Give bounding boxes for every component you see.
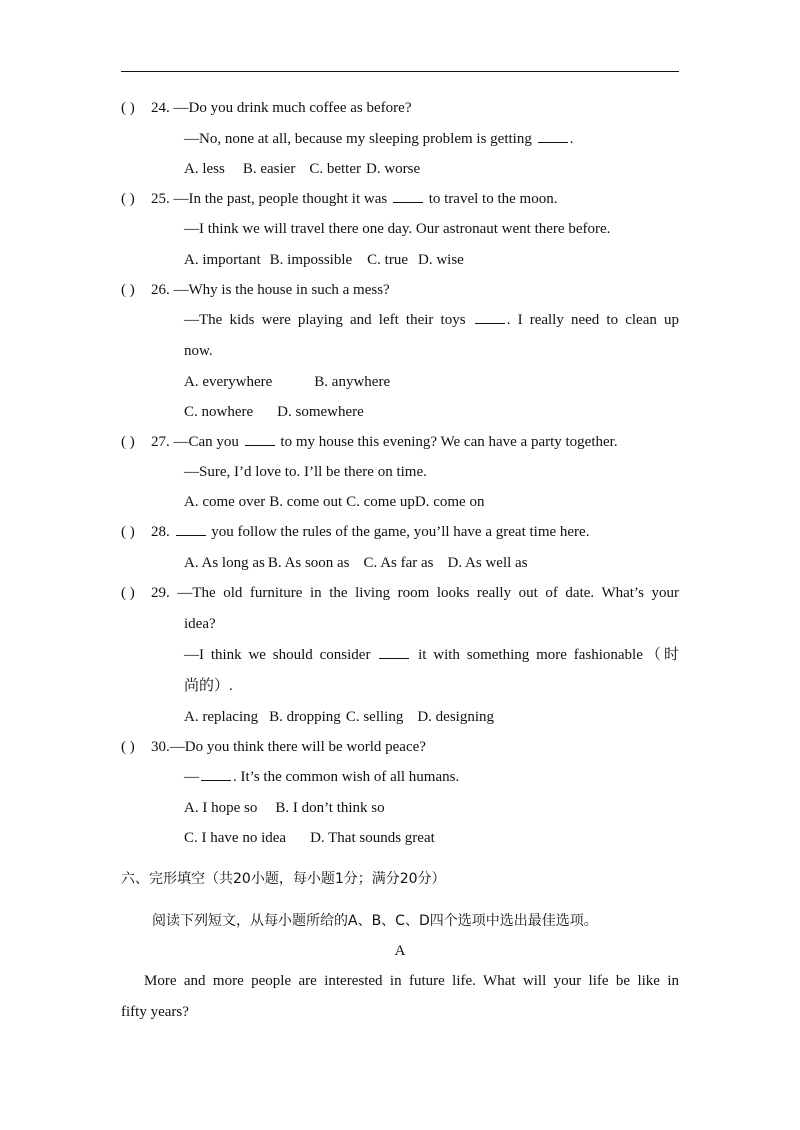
option-a: A. replacing	[184, 709, 259, 725]
option-b: B. As soon as	[267, 555, 350, 571]
answer-bracket[interactable]: ( )	[121, 739, 135, 755]
question-number: 25.	[151, 191, 170, 207]
option-d: D. worse	[365, 161, 421, 177]
answer-blank	[176, 523, 206, 536]
options-row	[184, 553, 528, 573]
option-b: B. I don’t think so	[275, 800, 385, 816]
passage-text: More and more people are interested in future life. What will your life be like in	[144, 973, 679, 989]
options-row	[184, 159, 420, 179]
option-b: B. dropping	[269, 709, 341, 725]
option-c: C. I have no idea	[184, 830, 287, 846]
option-c: C. As far as	[363, 555, 434, 571]
question-text: —I think we will travel there one day. Our astronaut went there before.	[184, 221, 611, 237]
option-a: A. everywhere	[184, 374, 273, 390]
question-number: 27.	[151, 434, 170, 450]
answer-bracket[interactable]: ( )	[121, 100, 135, 116]
option-d: D. somewhere	[277, 404, 364, 420]
answer-blank	[379, 646, 409, 659]
option-c: C. better	[309, 161, 361, 177]
question-text: —Do you think there will be world peace?	[169, 739, 426, 755]
question-number: 26.	[151, 282, 170, 298]
options-row	[184, 707, 494, 727]
options-row	[184, 492, 484, 512]
section-instruction: 阅读下列短文，从每小题所给的A、B、C、D四个选项中选出最佳选项。	[152, 913, 598, 929]
options-row	[184, 372, 390, 392]
option-a: A. come over	[184, 494, 266, 510]
option-a: A. I hope so	[184, 800, 258, 816]
question-text: —Do you drink much coffee as before?	[173, 100, 412, 116]
option-d: D. As well as	[447, 555, 528, 571]
question-number: 30.	[151, 739, 170, 755]
question-text: —Sure, I’d love to. I’ll be there on time.	[184, 464, 427, 480]
option-c: C. selling	[345, 709, 404, 725]
option-d: D. come on	[414, 494, 485, 510]
answer-bracket[interactable]: ( )	[121, 282, 135, 298]
answer-bracket[interactable]: ( )	[121, 585, 135, 601]
question-number: 24.	[151, 100, 170, 116]
option-a: A. less	[184, 161, 225, 177]
answer-bracket[interactable]: ( )	[121, 434, 135, 450]
option-d: D. That sounds great	[310, 830, 435, 846]
option-d: D. designing	[417, 709, 494, 725]
passage-text: fifty years?	[121, 1004, 189, 1020]
answer-blank	[245, 433, 275, 446]
option-d: D. wise	[418, 252, 464, 268]
options-row	[184, 402, 364, 422]
option-b: B. anywhere	[314, 374, 391, 390]
answer-bracket[interactable]: ( )	[121, 191, 135, 207]
question-number: 28.	[151, 524, 170, 540]
section-title: 六、完形填空	[121, 871, 205, 887]
options-row	[184, 250, 464, 270]
option-b: B. easier	[242, 161, 296, 177]
option-c: C. nowhere	[184, 404, 254, 420]
answer-blank	[475, 311, 505, 324]
section-heading	[121, 869, 446, 889]
option-a: A. As long as	[184, 555, 265, 571]
answer-blank	[538, 130, 568, 143]
answer-blank	[201, 768, 231, 781]
passage-label: A	[394, 943, 406, 959]
option-b: B. impossible	[269, 252, 353, 268]
option-c: C. come up	[346, 494, 415, 510]
option-c: C. true	[367, 252, 408, 268]
question-text: —No, none at all, because my sleeping problem is getting	[184, 131, 532, 147]
question-number: 29.	[151, 585, 170, 601]
top-rule	[121, 71, 679, 72]
question-text: —The old furniture in the living room looks really out of date. What’s your	[177, 585, 679, 601]
options-row	[184, 798, 385, 818]
options-row	[184, 828, 435, 848]
answer-blank	[393, 190, 423, 203]
answer-bracket[interactable]: ( )	[121, 524, 135, 540]
section-note: （共20小题，每小题1分；满分20分）	[205, 871, 446, 887]
option-a: A. important	[184, 252, 261, 268]
option-b: B. come out	[269, 494, 343, 510]
question-text: —Why is the house in such a mess?	[173, 282, 390, 298]
